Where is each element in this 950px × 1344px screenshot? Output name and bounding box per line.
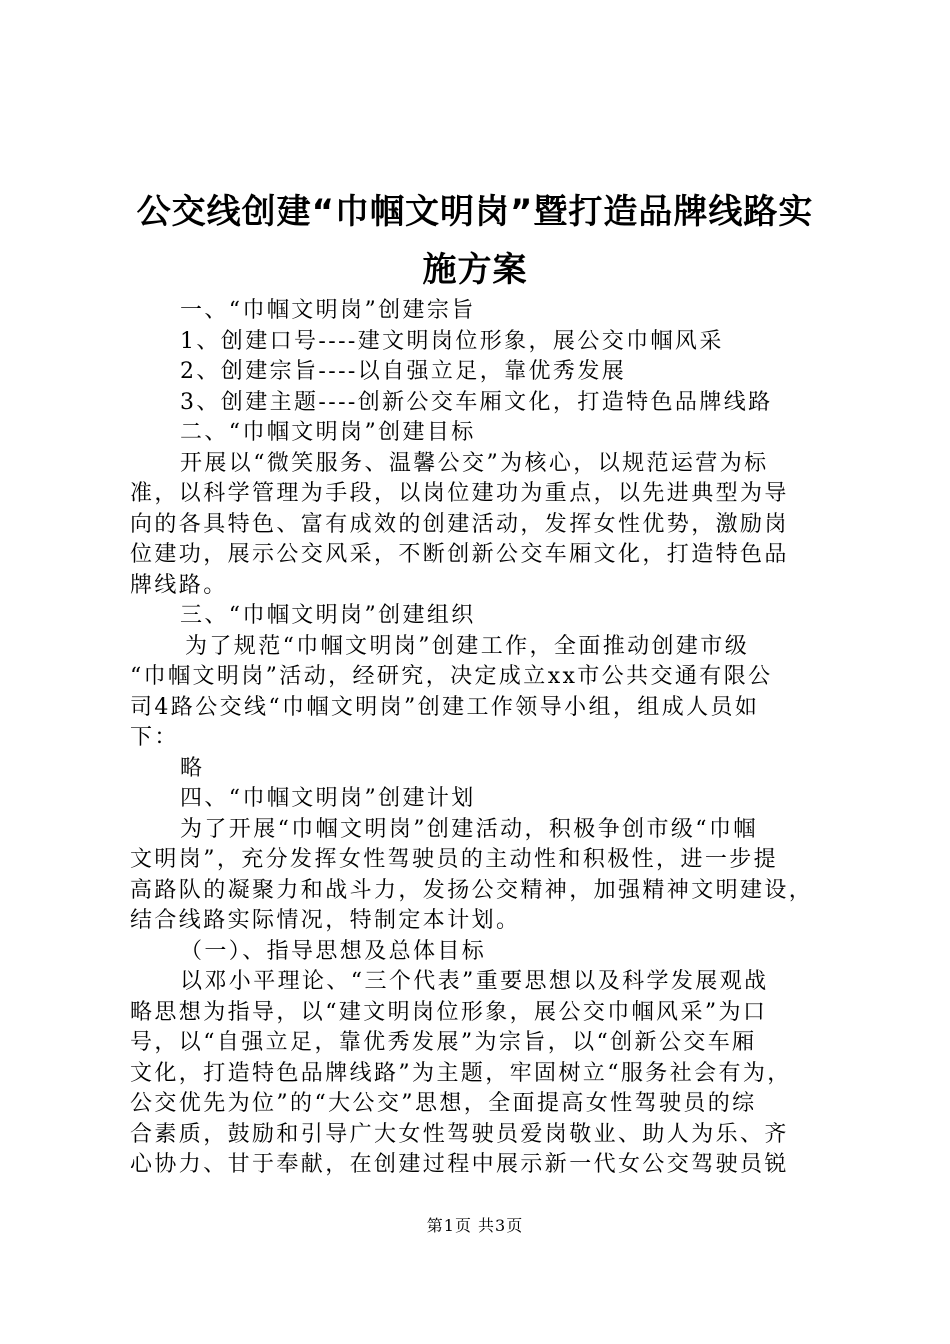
paragraph-line: 号，以“自强立足，靠优秀发展”为宗旨，以“创新公交车厢: [130, 1030, 757, 1055]
paragraph-line: 以邓小平理论、“三个代表”重要思想以及科学发展观战: [180, 969, 769, 994]
paragraph-line: 位建功，展示公交风采，不断创新公交车厢文化，打造特色品: [130, 542, 789, 567]
paragraph-line: 向的各具特色、富有成效的创建活动，发挥女性优势，激励岗: [130, 511, 789, 537]
paragraph-line: 准，以科学管理为手段，以岗位建功为重点，以先进典型为导: [130, 481, 789, 506]
paragraph-line: 下：: [130, 725, 179, 750]
paragraph-line: 公交优先为位”的“大公交”思想，全面提高女性驾驶员的综: [130, 1091, 757, 1116]
paragraph-line: 心协力、甘于奉献，在创建过程中展示新一代女公交驾驶员锐: [130, 1152, 789, 1177]
paragraph-line: “巾帼文明岗”活动，经研究，决定成立xx市公共交通有限公: [130, 664, 773, 689]
document-body: [130, 296, 830, 1181]
paragraph-line: 1、创建口号----建文明岗位形象，展公交巾帼风采: [180, 328, 724, 354]
document-title-line-1: 公交线创建“巾帼文明岗”暨打造品牌线路实: [136, 192, 814, 232]
paragraph-line: 为了开展“巾帼文明岗”创建活动，积极争创市级“巾帼: [180, 816, 758, 842]
subsection-heading: （一）、指导思想及总体目标: [180, 938, 487, 964]
paragraph-line: 开展以“微笑服务、温馨公交”为核心，以规范运营为标: [180, 450, 769, 476]
section-heading-2: 二、“巾帼文明岗”创建目标: [180, 420, 476, 445]
paragraph-line: 略思想为指导，以“建文明岗位形象，展公交巾帼风采”为口: [130, 999, 768, 1025]
section-heading-1: 一、“巾帼文明岗”创建宗旨: [180, 298, 476, 323]
paragraph-line: 3、创建主题----创新公交车厢文化，打造特色品牌线路: [180, 389, 773, 415]
paragraph-line: 文明岗”，充分发挥女性驾驶员的主动性和积极性，进一步提: [130, 847, 779, 872]
paragraph-line: 高路队的凝聚力和战斗力，发扬公交精神，加强精神文明建设，: [130, 877, 814, 903]
paragraph-line: 略: [180, 755, 205, 781]
paragraph-line: 司4路公交线“巾帼文明岗”创建工作领导小组，组成人员如: [130, 694, 760, 720]
section-heading-3: 三、“巾帼文明岗”创建组织: [180, 603, 476, 628]
paragraph-line: 牌线路。: [130, 572, 228, 598]
section-heading-4: 四、“巾帼文明岗”创建计划: [180, 786, 476, 811]
document-title-line-2: 施方案: [422, 250, 528, 290]
paragraph-line: 合素质，鼓励和引导广大女性驾驶员爱岗敬业、助人为乐、齐: [130, 1121, 789, 1147]
page-number-footer: 第1页 共3页: [426, 1216, 524, 1235]
paragraph-line: 为了规范“巾帼文明岗”创建工作，全面推动创建市级: [185, 633, 750, 659]
paragraph-line: 2、创建宗旨----以自强立足，靠优秀发展: [180, 359, 627, 384]
paragraph-line: 结合线路实际情况，特制定本计划。: [130, 908, 521, 933]
paragraph-line: 文化，打造特色品牌线路”为主题，牢固树立“服务社会有为，: [130, 1060, 792, 1086]
